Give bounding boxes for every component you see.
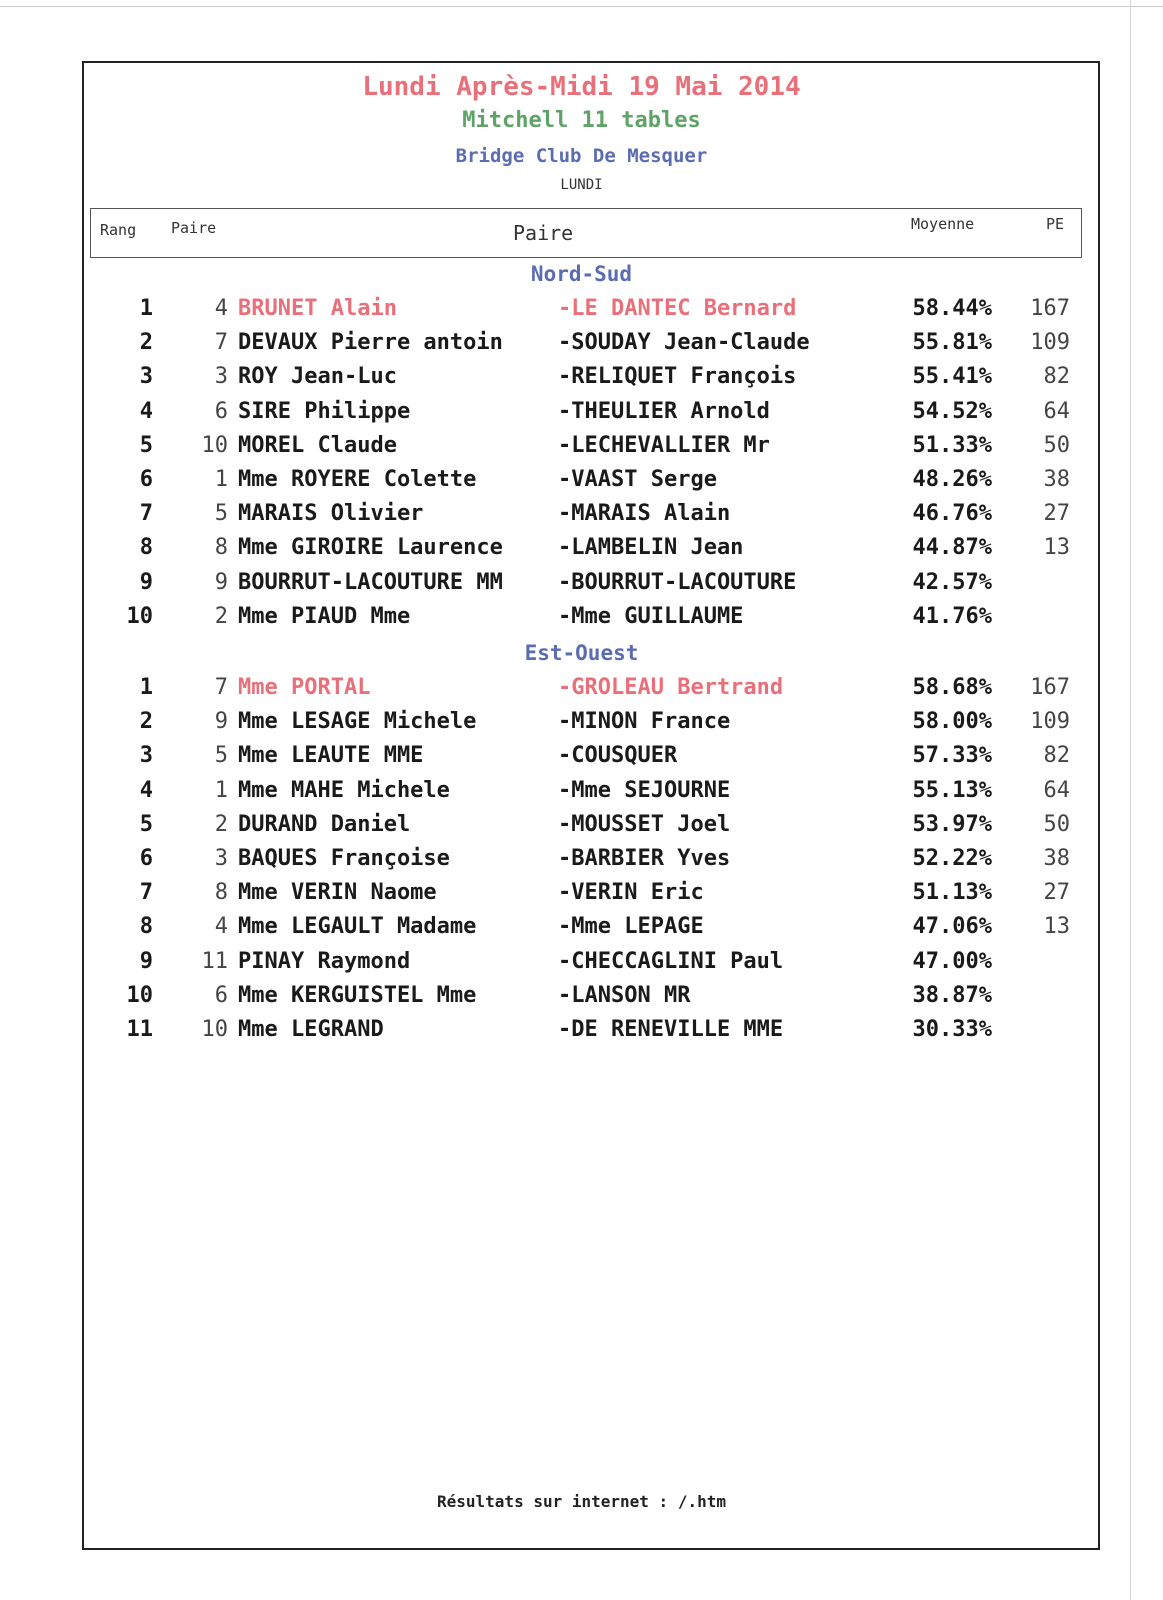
player1-cell: BRUNET Alain — [238, 296, 397, 321]
player2-cell: -THEULIER Arnold — [558, 399, 770, 424]
table-row — [0, 846, 1163, 880]
table-row — [0, 364, 1163, 398]
player1-cell: Mme GIROIRE Laurence — [238, 535, 503, 560]
pe-cell: 109 — [1030, 330, 1070, 355]
pair-number-cell: 6 — [214, 399, 228, 424]
pair-number-cell: 2 — [214, 604, 228, 629]
pair-number-cell: 8 — [214, 880, 228, 905]
average-cell: 55.41% — [912, 364, 992, 389]
page-title: Lundi Après-Midi 19 Mai 2014 — [362, 72, 801, 102]
player2-cell: -VAAST Serge — [558, 467, 717, 492]
rank-cell: 6 — [139, 846, 153, 871]
average-cell: 44.87% — [912, 535, 992, 560]
rank-cell: 10 — [126, 983, 153, 1008]
average-cell: 52.22% — [912, 846, 992, 871]
table-row — [0, 914, 1163, 948]
player2-cell: -Mme LEPAGE — [558, 914, 704, 939]
pair-number-cell: 9 — [214, 709, 228, 734]
header-pe: PE — [1046, 215, 1065, 233]
pair-number-cell: 5 — [214, 501, 228, 526]
pair-number-cell: 7 — [214, 330, 228, 355]
table-row — [0, 570, 1163, 604]
table-row — [0, 604, 1163, 638]
pair-number-cell: 6 — [214, 983, 228, 1008]
rank-cell: 10 — [126, 604, 153, 629]
rank-cell: 9 — [139, 570, 153, 595]
table-row — [0, 1017, 1163, 1051]
player1-cell: Mme KERGUISTEL Mme — [238, 983, 477, 1008]
rank-cell: 8 — [139, 535, 153, 560]
rank-cell: 5 — [139, 812, 153, 837]
pair-number-cell: 7 — [214, 675, 228, 700]
pe-cell: 38 — [1043, 846, 1070, 871]
rank-cell: 4 — [139, 778, 153, 803]
pair-number-cell: 10 — [201, 433, 228, 458]
club-name: Bridge Club De Mesquer — [455, 145, 708, 167]
rank-cell: 7 — [139, 880, 153, 905]
player1-cell: Mme LEAUTE MME — [238, 743, 424, 768]
player2-cell: -LE DANTEC Bernard — [558, 296, 797, 321]
table-row — [0, 330, 1163, 364]
average-cell: 55.13% — [912, 778, 992, 803]
player2-cell: -SOUDAY Jean-Claude — [558, 330, 810, 355]
player1-cell: Mme MAHE Michele — [238, 778, 450, 803]
section-title: Est-Ouest — [524, 641, 639, 665]
rank-cell: 1 — [139, 296, 153, 321]
player1-cell: DURAND Daniel — [238, 812, 411, 837]
table-header — [90, 208, 1082, 258]
average-cell: 51.13% — [912, 880, 992, 905]
pe-cell: 50 — [1043, 433, 1070, 458]
player1-cell: ROY Jean-Luc — [238, 364, 397, 389]
average-cell: 58.68% — [912, 675, 992, 700]
scan-edge-top — [0, 6, 1163, 7]
player2-cell: -GROLEAU Bertrand — [558, 675, 784, 700]
rank-cell: 2 — [139, 709, 153, 734]
average-cell: 48.26% — [912, 467, 992, 492]
table-row — [0, 983, 1163, 1017]
player2-cell: -Mme GUILLAUME — [558, 604, 744, 629]
average-cell: 46.76% — [912, 501, 992, 526]
player1-cell: Mme PIAUD Mme — [238, 604, 411, 629]
average-cell: 47.06% — [912, 914, 992, 939]
average-cell: 53.97% — [912, 812, 992, 837]
pe-cell: 167 — [1030, 675, 1070, 700]
average-cell: 51.33% — [912, 433, 992, 458]
pe-cell: 13 — [1043, 535, 1070, 560]
table-row — [0, 501, 1163, 535]
pe-cell: 27 — [1043, 501, 1070, 526]
average-cell: 54.52% — [912, 399, 992, 424]
rank-cell: 11 — [126, 1017, 153, 1042]
rank-cell: 2 — [139, 330, 153, 355]
player1-cell: SIRE Philippe — [238, 399, 411, 424]
table-row — [0, 743, 1163, 777]
table-row — [0, 296, 1163, 330]
average-cell: 57.33% — [912, 743, 992, 768]
player2-cell: -BARBIER Yves — [558, 846, 731, 871]
rank-cell: 3 — [139, 743, 153, 768]
header-rang: Rang — [100, 221, 137, 239]
player2-cell: -DE RENEVILLE MME — [558, 1017, 784, 1042]
pair-number-cell: 5 — [214, 743, 228, 768]
player1-cell: BAQUES Françoise — [238, 846, 450, 871]
player2-cell: -CHECCAGLINI Paul — [558, 949, 784, 974]
player1-cell: DEVAUX Pierre antoin — [238, 330, 503, 355]
pair-number-cell: 3 — [214, 846, 228, 871]
pair-number-cell: 8 — [214, 535, 228, 560]
rank-cell: 9 — [139, 949, 153, 974]
average-cell: 38.87% — [912, 983, 992, 1008]
pe-cell: 50 — [1043, 812, 1070, 837]
header-paire-number: Paire — [171, 219, 217, 237]
average-cell: 41.76% — [912, 604, 992, 629]
footer-note: Résultats sur internet : /.htm — [437, 1492, 726, 1511]
rank-cell: 1 — [139, 675, 153, 700]
pair-number-cell: 2 — [214, 812, 228, 837]
pair-number-cell: 4 — [214, 914, 228, 939]
player1-cell: Mme LEGAULT Madame — [238, 914, 477, 939]
player2-cell: -MOUSSET Joel — [558, 812, 731, 837]
table-row — [0, 467, 1163, 501]
session-label: LUNDI — [560, 177, 603, 193]
table-row — [0, 709, 1163, 743]
player2-cell: -LECHEVALLIER Mr — [558, 433, 770, 458]
table-row — [0, 399, 1163, 433]
player1-cell: Mme PORTAL — [238, 675, 371, 700]
player2-cell: -Mme SEJOURNE — [558, 778, 731, 803]
table-row — [0, 433, 1163, 467]
pair-number-cell: 3 — [214, 364, 228, 389]
rank-cell: 6 — [139, 467, 153, 492]
player2-cell: -LAMBELIN Jean — [558, 535, 744, 560]
table-row — [0, 949, 1163, 983]
pe-cell: 13 — [1043, 914, 1070, 939]
header-paire-names: Paire — [513, 221, 574, 245]
player2-cell: -VERIN Eric — [558, 880, 704, 905]
pair-number-cell: 10 — [201, 1017, 228, 1042]
table-row — [0, 535, 1163, 569]
section-title: Nord-Sud — [530, 262, 633, 286]
pe-cell: 109 — [1030, 709, 1070, 734]
table-row — [0, 675, 1163, 709]
player2-cell: -BOURRUT-LACOUTURE — [558, 570, 797, 595]
average-cell: 30.33% — [912, 1017, 992, 1042]
average-cell: 58.44% — [912, 296, 992, 321]
pair-number-cell: 1 — [214, 778, 228, 803]
player1-cell: MOREL Claude — [238, 433, 397, 458]
rank-cell: 3 — [139, 364, 153, 389]
pe-cell: 167 — [1030, 296, 1070, 321]
player2-cell: -MARAIS Alain — [558, 501, 731, 526]
table-row — [0, 778, 1163, 812]
pe-cell: 27 — [1043, 880, 1070, 905]
player1-cell: Mme LESAGE Michele — [238, 709, 477, 734]
player2-cell: -LANSON MR — [558, 983, 691, 1008]
player1-cell: Mme LEGRAND — [238, 1017, 384, 1042]
player1-cell: PINAY Raymond — [238, 949, 411, 974]
pair-number-cell: 9 — [214, 570, 228, 595]
pe-cell: 82 — [1043, 743, 1070, 768]
average-cell: 42.57% — [912, 570, 992, 595]
page-subtitle: Mitchell 11 tables — [462, 108, 701, 133]
pe-cell: 64 — [1043, 399, 1070, 424]
rank-cell: 5 — [139, 433, 153, 458]
player2-cell: -MINON France — [558, 709, 731, 734]
table-row — [0, 880, 1163, 914]
player1-cell: Mme ROYERE Colette — [238, 467, 477, 492]
player1-cell: BOURRUT-LACOUTURE MM — [238, 570, 503, 595]
player2-cell: -COUSQUER — [558, 743, 678, 768]
table-row — [0, 812, 1163, 846]
pair-number-cell: 1 — [214, 467, 228, 492]
player1-cell: MARAIS Olivier — [238, 501, 424, 526]
rank-cell: 4 — [139, 399, 153, 424]
header-moyenne: Moyenne — [911, 215, 975, 233]
average-cell: 55.81% — [912, 330, 992, 355]
average-cell: 58.00% — [912, 709, 992, 734]
pe-cell: 38 — [1043, 467, 1070, 492]
pe-cell: 82 — [1043, 364, 1070, 389]
player1-cell: Mme VERIN Naome — [238, 880, 437, 905]
pair-number-cell: 11 — [201, 949, 228, 974]
rank-cell: 8 — [139, 914, 153, 939]
rank-cell: 7 — [139, 501, 153, 526]
pe-cell: 64 — [1043, 778, 1070, 803]
average-cell: 47.00% — [912, 949, 992, 974]
pair-number-cell: 4 — [214, 296, 228, 321]
player2-cell: -RELIQUET François — [558, 364, 797, 389]
